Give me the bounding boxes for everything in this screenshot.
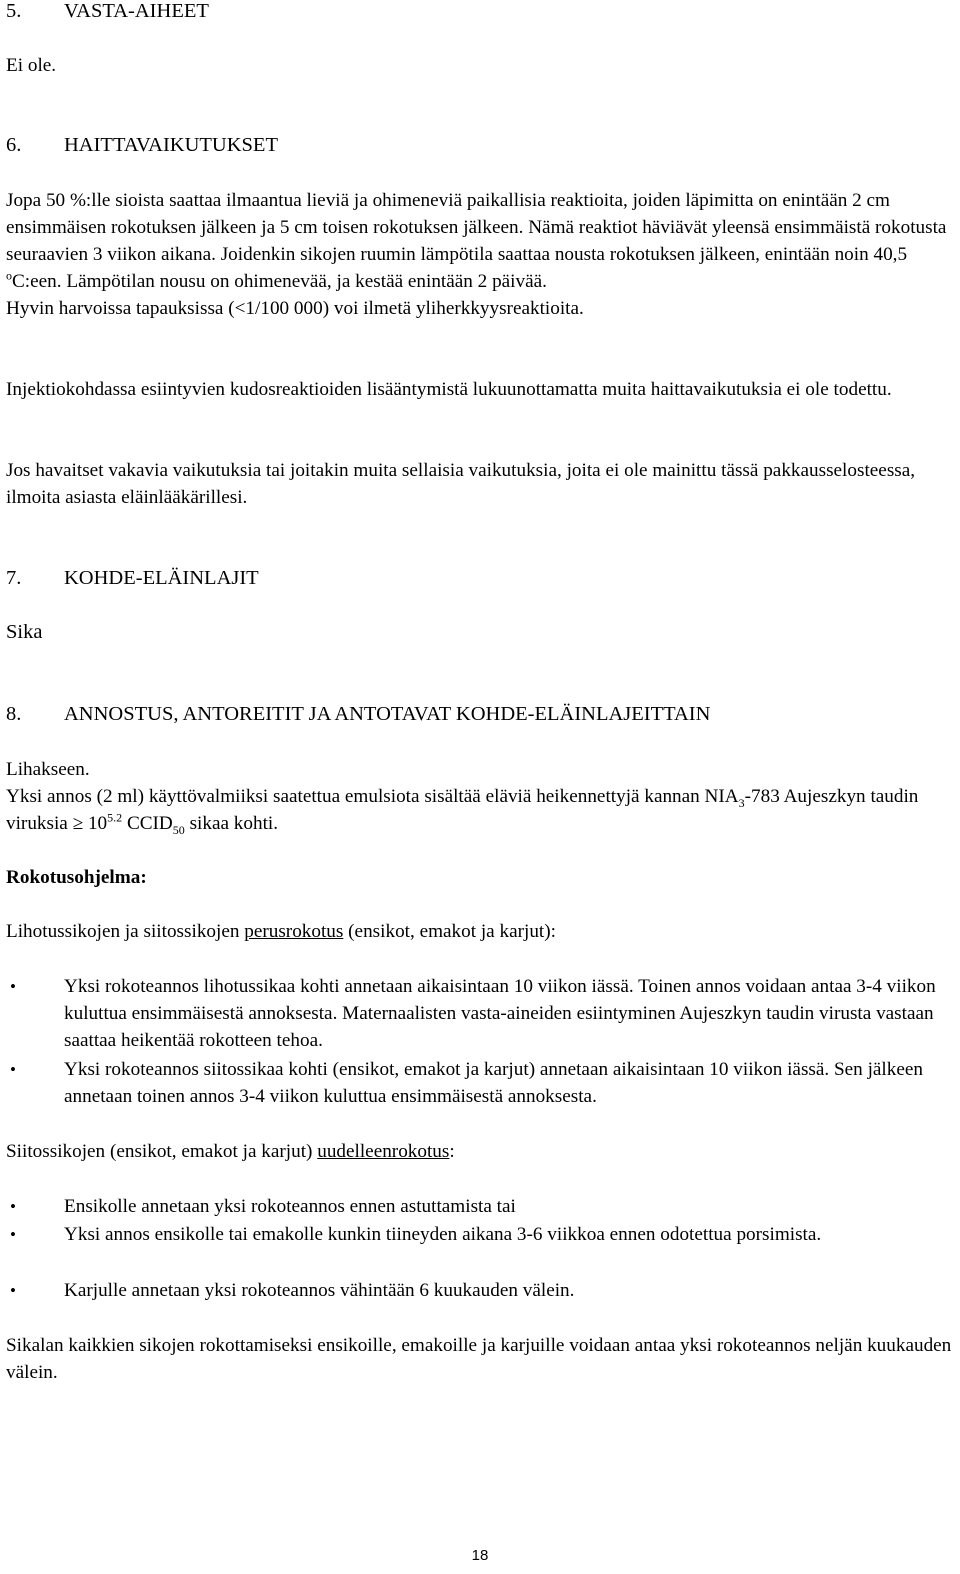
section-number: 5. [6, 0, 22, 22]
bullet-icon: • [10, 977, 16, 996]
text-run: Yksi annos (2 ml) käyttövalmiiksi saatettua emulsiota sisältää eläviä heikennettyjä kannan NIA [6, 786, 739, 807]
program-title: Rokotusohjelma: [6, 867, 147, 888]
page-number: 18 [471, 1547, 489, 1564]
list-item-text: Yksi annos ensikolle tai emakolle kunkin tiineyden aikana 3-6 viikkoa ennen odotettua porsimista. [64, 1224, 822, 1245]
list-item-text: Yksi rokoteannos lihotussikaa kohti annetaan aikaisintaan 10 viikon iässä. Toinen annos voidaan antaa 3-4 viikon kuluttua ensimmäisestä annoksesta. Maternaalisten vasta-aineiden esiintyminen Aujeszkyn taudin virusta vastaan saattaa heikentää rokotteen tehoa. [64, 976, 936, 1051]
section-number: 7. [6, 567, 22, 589]
report-paragraph: Jos havaitset vakavia vaikutuksia tai joitakin muita sellaisia vaikutuksia, joita ei ole mainittu tässä pakkausselosteessa, ilmoita asiasta eläinlääkärillesi. [6, 460, 916, 508]
list-item [6, 1193, 952, 1220]
bullet-icon: • [10, 1281, 16, 1300]
underlined-term: perusrokotus [244, 921, 344, 942]
underlined-term: uudelleenrokotus [317, 1141, 450, 1162]
section-5-heading [6, 0, 952, 25]
text-run: C:een. Lämpötilan nousu on ohimenevää, ja kestää enintään 2 päivää. [12, 271, 547, 292]
superscript: 5.2 [107, 810, 123, 825]
section-8-heading [6, 701, 952, 728]
text-run: Hyvin harvoissa tapauksissa (<1/100 000) voi ilmetä yliherkkyysreaktioita. [6, 298, 584, 319]
text-run: CCID [122, 813, 173, 834]
text-run: -783 Aujeszkyn taudin viruksia [6, 786, 919, 834]
bullet-icon: • [10, 1225, 16, 1244]
section-5-text: Ei ole. [6, 55, 57, 76]
section-7-heading [6, 565, 952, 592]
text-run: sikaa kohti. [184, 813, 279, 834]
bullet-icon: • [10, 1060, 16, 1079]
section-number: 6. [6, 134, 22, 156]
list-item-text: Yksi rokoteannos siitossikaa kohti (ensikot, emakot ja karjut) annetaan aikaisintaan 10 viikon iässä. Sen jälkeen annetaan toinen annos 3-4 viikon kuluttua ensimmäisestä annoksesta. [64, 1059, 923, 1107]
section-title: ANNOSTUS, ANTOREITIT JA ANTOTAVAT KOHDE-ELÄINLAJEITTAIN [64, 703, 711, 725]
text-run: Jopa 50 %:lle sioista saattaa ilmaantua lieviä ja ohimeneviä paikallisia reaktioita, joiden läpimitta on enintään 2 cm ensimmäisen rokotuksen jälkeen ja 5 cm toisen rokotuksen jälkeen. Nämä reaktiot häviävät yleensä ensimmäistä rokotusta seuraavien 3 viikon aikana. Joidenkin sikojen ruumin lämpötila saattaa nousta rokotuksen jälkeen, enintään noin 40,5 [6, 190, 947, 265]
section-title: VASTA-AIHEET [64, 0, 209, 22]
section-6-heading [6, 132, 952, 159]
subscript: 50 [172, 822, 185, 837]
text-run: 10 [83, 813, 108, 834]
subscript: 3 [738, 795, 745, 810]
list-item [6, 1277, 952, 1304]
target-species: Sika [6, 621, 43, 643]
text-run: : [449, 1141, 455, 1162]
route-line: Lihakseen. [6, 759, 90, 780]
list-item [6, 1056, 952, 1110]
injection-site-paragraph: Injektiokohdassa esiintyvien kudosreaktioiden lisääntymistä lukuunottamatta muita haittavaikutuksia ei ole todettu. [6, 379, 892, 400]
dose-paragraph [6, 783, 952, 837]
text-run: Siitossikojen (ensikot, emakot ja karjut) [6, 1141, 318, 1162]
section-number: 8. [6, 703, 22, 725]
list-item-text: Ensikolle annetaan yksi rokoteannos ennen astuttamista tai [64, 1196, 516, 1217]
greater-equal-symbol: ≥ [72, 813, 84, 834]
list-item [6, 973, 952, 1054]
text-run: (ensikot, emakot ja karjut): [343, 921, 556, 942]
degree-superscript: o [6, 268, 12, 283]
basic-vaccination-intro [6, 918, 952, 945]
side-effects-paragraph [6, 187, 952, 322]
final-paragraph: Sikalan kaikkien sikojen rokottamiseksi ensikoille, emakoille ja karjuille voidaan antaa yksi rokoteannos neljän kuukauden välein. [6, 1335, 952, 1383]
list-item [6, 1221, 952, 1248]
bullet-icon: • [10, 1197, 16, 1216]
text-run: Lihotussikojen ja siitossikojen [6, 921, 245, 942]
section-title: HAITTAVAIKUTUKSET [64, 134, 278, 156]
list-item-text: Karjulle annetaan yksi rokoteannos vähintään 6 kuukauden välein. [64, 1280, 575, 1301]
section-title: KOHDE-ELÄINLAJIT [64, 567, 259, 589]
revaccination-intro [6, 1138, 952, 1165]
